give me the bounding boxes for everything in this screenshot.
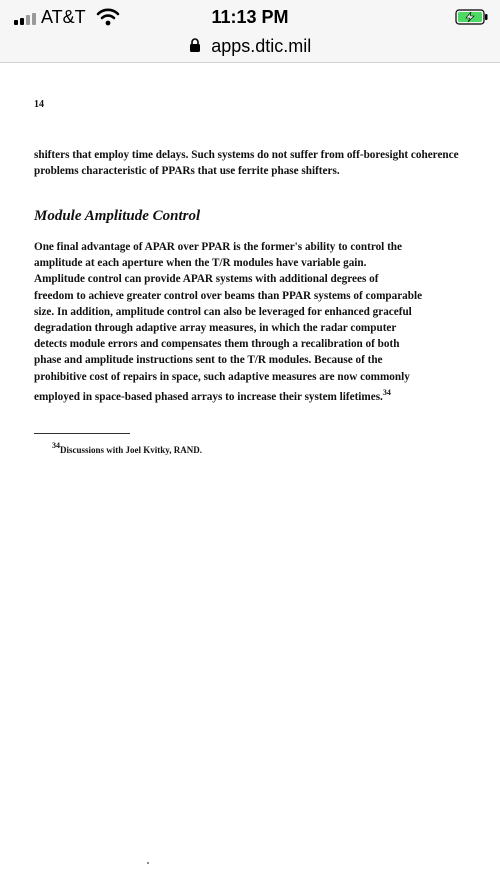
body-paragraph [34,239,464,405]
footnote-number: 34 [52,441,60,450]
carrier-name: AT&T [41,7,86,27]
footnote [52,441,202,455]
body-line: prohibitive cost of repairs in space, such adaptive measures are now commonly [34,370,410,383]
page-mark [147,862,149,864]
body-line: size. In addition, amplitude control can also be leveraged for enhanced graceful [34,305,412,318]
lock-icon [189,37,201,53]
document-page [0,63,500,888]
body-line: freedom to achieve greater control over beams than PPAR systems of comparable [34,289,423,302]
body-line: phase and amplitude instructions sent to the T/R modules. Because of the [34,354,383,367]
body-line: Amplitude control can provide APAR systems with additional degrees of [34,273,379,286]
battery-charging-icon [455,9,489,25]
footnote-reference[interactable]: 34 [382,387,391,397]
body-line: amplitude at each aperture when the T/R modules have variable gain. [34,257,367,270]
status-bar [0,0,500,36]
clock-time: 11:13 PM [211,7,289,27]
footnote-text: Discussions with Joel Kvitky, RAND. [60,445,203,455]
body-line: detects module errors and compensates them through a recalibration of both [34,338,400,351]
body-line-text: employed in space-based phased arrays to increase their system lifetimes. [34,390,383,403]
body-line: One final advantage of APAR over PPAR is the former's ability to control the [34,241,402,253]
address-bar[interactable] [0,36,500,63]
body-line-last [34,385,464,405]
body-line: degradation through adaptive array measures, in which the radar computer [34,322,397,335]
page-number: 14 [34,99,44,110]
url-text[interactable]: apps.dtic.mil [211,36,312,56]
section-heading: Module Amplitude Control [34,208,201,224]
footnote-divider [34,433,130,434]
intro-paragraph: shifters that employ time delays. Such systems do not suffer from off-boresight coherence problems characteristic of PPARs that use ferrite phase shifters. [34,149,459,178]
